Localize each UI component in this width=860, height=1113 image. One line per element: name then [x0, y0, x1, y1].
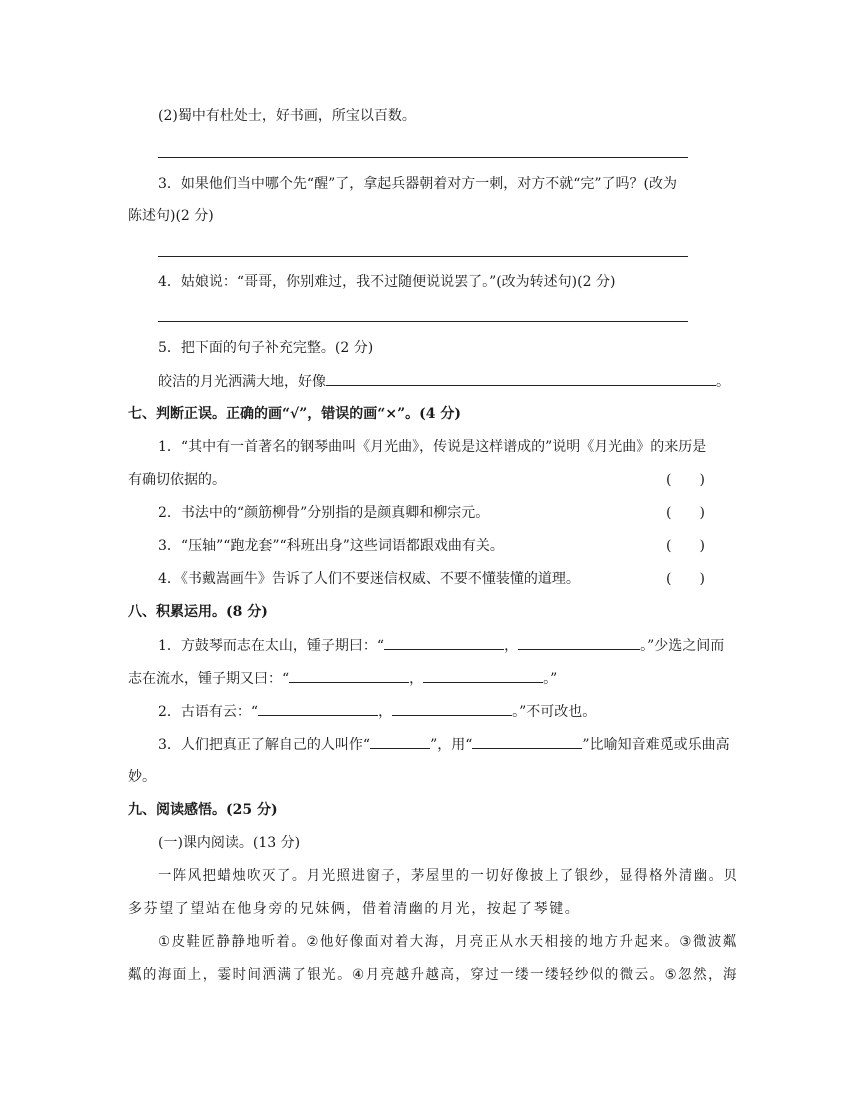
- answer-line[interactable]: [158, 157, 688, 158]
- q8-item3-text-a: 3．人们把真正了解自己的人叫作“: [158, 737, 371, 753]
- q7-item3: 3．“压轴”“跑龙套”“科班出身”这些词语都跟戏曲有关。: [158, 538, 504, 554]
- q6-item5-fill: [158, 371, 730, 392]
- fill-blank[interactable]: [326, 371, 716, 386]
- q6-item4-text: 4．姑娘说：“哥哥，你别难过，我不过随便说说罢了。”(改为转述句)(2 分): [158, 274, 616, 290]
- q6-item5-text: 5．把下面的句子补充完整。(2 分): [158, 340, 374, 356]
- answer-parentheses[interactable]: ( ): [666, 538, 705, 554]
- q7-item4: 4．《书戴嵩画牛》告诉了人们不要迷信权威、不要不懂装懂的道理。: [158, 571, 580, 587]
- q8-item3-text-b: ”，用“: [430, 737, 473, 753]
- answer-parentheses[interactable]: ( ): [666, 571, 705, 587]
- answer-parentheses[interactable]: ( ): [666, 505, 705, 521]
- fill-blank[interactable]: [258, 701, 378, 716]
- fill-blank[interactable]: [384, 635, 504, 650]
- q8-item1-text-a: 1．方鼓琴而志在太山，锺子期曰：“: [158, 638, 385, 654]
- q8-item1-comma: ，: [504, 638, 519, 654]
- q8-item3-line2: 妙。: [128, 769, 156, 785]
- q6-item5-prefix: 皎洁的月光洒满大地，好像: [158, 374, 326, 390]
- q7-item1-line2: 有确切依据的。: [128, 472, 226, 488]
- fill-blank[interactable]: [472, 734, 582, 749]
- q8-item2: [158, 701, 596, 722]
- q8-item3-text-c: ”比喻知音难觅或乐曲高: [582, 737, 730, 753]
- q8-heading: 八、积累运用。(8 分): [128, 604, 268, 620]
- q9-heading: 九、阅读感悟。(25 分): [128, 802, 278, 818]
- fill-blank[interactable]: [289, 668, 409, 683]
- q8-item1-text-f: 。”: [543, 671, 558, 687]
- q7-item2: 2．书法中的“颜筋柳骨”分别指的是颜真卿和柳宗元。: [158, 505, 490, 521]
- q6-item3-line2: 陈述句)(2 分): [128, 208, 214, 224]
- passage-p1-line1: 一阵风把蜡烛吹灭了。月光照进窗子，茅屋里的一切好像披上了银纱，显得格外清幽。贝: [158, 868, 739, 884]
- q8-item2-comma: ，: [378, 704, 393, 720]
- q8-item1-comma: ，: [409, 671, 424, 687]
- passage-p2-line2: 粼的海面上，霎时间洒满了银光。④月亮越升越高，穿过一缕一缕轻纱似的微云。⑤忽然，海: [128, 967, 738, 983]
- passage-p2-line1: ①皮鞋匠静静地听着。②他好像面对着大海，月亮正从水天相接的地方升起来。③微波粼: [158, 934, 738, 950]
- q8-item1-text-c: 。”少选之间而: [640, 638, 725, 654]
- q8-item2-text-c: 。”不可改也。: [512, 704, 597, 720]
- answer-line[interactable]: [158, 321, 688, 322]
- q8-item1-text-d: 志在流水，锺子期又曰：“: [128, 671, 290, 687]
- answer-line[interactable]: [158, 256, 688, 257]
- answer-parentheses[interactable]: ( ): [666, 472, 705, 488]
- q9-sub-heading: (一)课内阅读。(13 分): [158, 835, 301, 851]
- q7-heading: 七、判断正误。正确的画“√”，错误的画“×”。(4 分): [128, 406, 462, 422]
- q8-item1-line2: [128, 668, 557, 689]
- fill-blank[interactable]: [518, 635, 640, 650]
- q8-item3-line1: [158, 734, 730, 755]
- q6-item3-line1: 3．如果他们当中哪个先“醒”了，拿起兵器朝着对方一刺，对方不就“完”了吗？(改为: [158, 176, 677, 192]
- q6-item2-text: (2)蜀中有杜处士，好书画，所宝以百数。: [158, 108, 416, 124]
- fill-blank[interactable]: [392, 701, 512, 716]
- q8-item2-text-a: 2．古语有云：“: [158, 704, 259, 720]
- passage-p1-line2: 多芬望了望站在他身旁的兄妹俩，借着清幽的月光，按起了琴键。: [128, 901, 581, 917]
- fill-blank[interactable]: [370, 734, 430, 749]
- q7-item1-line1: 1．“其中有一首著名的钢琴曲叫《月光曲》，传说是这样谱成的”说明《月光曲》的来历是: [158, 439, 707, 455]
- q8-item1-line1: [158, 635, 724, 656]
- q6-item5-suffix: 。: [716, 374, 730, 390]
- fill-blank[interactable]: [423, 668, 543, 683]
